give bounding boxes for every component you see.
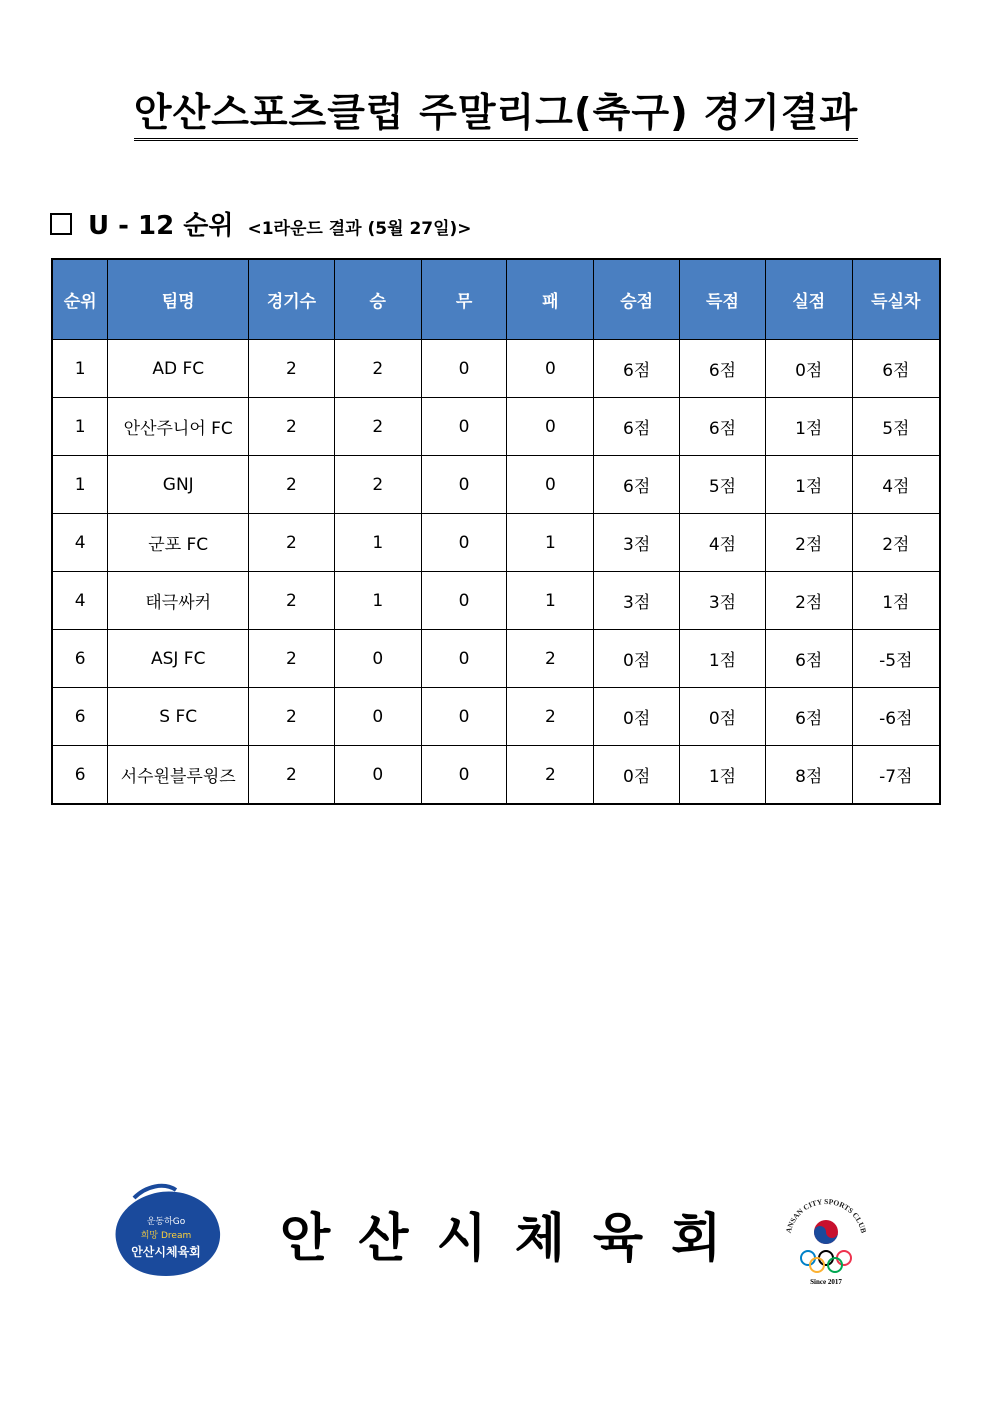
table-cell: 1 <box>52 398 108 456</box>
table-cell: 3점 <box>594 572 680 630</box>
table-cell: 4 <box>52 572 108 630</box>
logo-line2: 희망 Dream <box>140 1231 192 1241</box>
table-cell: 0 <box>421 514 507 572</box>
column-header: 승점 <box>594 259 680 340</box>
table-row <box>52 398 940 456</box>
table-cell: 6점 <box>594 456 680 514</box>
table-row <box>52 630 940 688</box>
table-cell: 0 <box>421 398 507 456</box>
ansan-city-sports-club-emblem <box>776 1188 876 1288</box>
table-cell: 2 <box>334 398 421 456</box>
table-cell: 1점 <box>852 572 940 630</box>
logo-line3: 안산시체육회 <box>131 1245 201 1259</box>
table-cell: 0 <box>421 630 507 688</box>
table-cell: AD FC <box>108 340 249 398</box>
table-cell: 0점 <box>594 746 680 805</box>
table-cell: 2 <box>249 340 335 398</box>
table-cell: 2점 <box>765 514 852 572</box>
table-cell: -6점 <box>852 688 940 746</box>
column-header: 패 <box>507 259 594 340</box>
org-name: 안산시체육회 <box>280 1209 750 1269</box>
table-row <box>52 688 940 746</box>
column-header: 무 <box>421 259 507 340</box>
table-cell: S FC <box>108 688 249 746</box>
table-cell: 6 <box>52 630 108 688</box>
table-cell: 3점 <box>680 572 766 630</box>
table-cell: 6점 <box>594 398 680 456</box>
table-cell: 0점 <box>765 340 852 398</box>
table-cell: 3점 <box>594 514 680 572</box>
table-cell: 0 <box>421 746 507 805</box>
table-cell: 6점 <box>765 630 852 688</box>
table-cell: 6 <box>52 688 108 746</box>
table-cell: 2 <box>249 746 335 805</box>
table-cell: 2 <box>507 688 594 746</box>
table-cell: ASJ FC <box>108 630 249 688</box>
table-cell: GNJ <box>108 456 249 514</box>
table-cell: 0 <box>421 456 507 514</box>
section-heading <box>50 205 472 242</box>
ansan-sports-council-logo <box>106 1180 226 1280</box>
emblem-since: Since 2017 <box>810 1278 842 1286</box>
table-cell: 1점 <box>765 398 852 456</box>
column-header: 순위 <box>52 259 108 340</box>
table-cell: 4점 <box>852 456 940 514</box>
checkbox-square-icon <box>50 213 72 235</box>
column-header: 팀명 <box>108 259 249 340</box>
table-row <box>52 572 940 630</box>
table-cell: 0 <box>421 572 507 630</box>
table-cell: 서수원블루윙즈 <box>108 746 249 805</box>
table-cell: 0 <box>421 688 507 746</box>
table-cell: 1 <box>52 456 108 514</box>
table-row <box>52 746 940 805</box>
table-row <box>52 456 940 514</box>
table-cell: 4점 <box>680 514 766 572</box>
table-cell: 0 <box>507 456 594 514</box>
table-cell: 0점 <box>594 630 680 688</box>
table-cell: 1 <box>507 572 594 630</box>
table-cell: 1점 <box>765 456 852 514</box>
table-cell: 2 <box>249 398 335 456</box>
table-cell: 6점 <box>594 340 680 398</box>
table-cell: 1 <box>334 572 421 630</box>
table-cell: -5점 <box>852 630 940 688</box>
column-header: 득점 <box>680 259 766 340</box>
table-cell: 6점 <box>852 340 940 398</box>
table-cell: 2 <box>507 746 594 805</box>
table-cell: 0 <box>334 688 421 746</box>
table-cell: 2점 <box>765 572 852 630</box>
table-cell: 2 <box>249 456 335 514</box>
column-header: 경기수 <box>249 259 335 340</box>
table-cell: 0 <box>421 340 507 398</box>
emblem-arc-text: ANSAN CITY SPORTS CLUB <box>783 1196 869 1234</box>
table-cell: 0 <box>334 630 421 688</box>
table-cell: 6점 <box>765 688 852 746</box>
column-header: 승 <box>334 259 421 340</box>
table-cell: -7점 <box>852 746 940 805</box>
table-header-row <box>52 259 940 340</box>
table-cell: 1 <box>334 514 421 572</box>
table-cell: 1 <box>52 340 108 398</box>
table-cell: 0 <box>507 340 594 398</box>
table-cell: 2 <box>249 630 335 688</box>
table-cell: 8점 <box>765 746 852 805</box>
table-cell: 1점 <box>680 746 766 805</box>
table-cell: 태극싸커 <box>108 572 249 630</box>
logo-line1: 운동하Go <box>146 1217 186 1227</box>
table-cell: 1 <box>507 514 594 572</box>
table-cell: 2 <box>334 456 421 514</box>
table-cell: 0 <box>507 398 594 456</box>
table-cell: 군포 FC <box>108 514 249 572</box>
table-cell: 5점 <box>852 398 940 456</box>
table-cell: 0 <box>334 746 421 805</box>
table-cell: 2 <box>249 514 335 572</box>
table-cell: 2 <box>249 688 335 746</box>
page-title: 안산스포츠클럽 주말리그(축구) 경기결과 <box>0 82 992 138</box>
column-header: 득실차 <box>852 259 940 340</box>
standings-table <box>51 258 941 805</box>
table-cell: 0점 <box>680 688 766 746</box>
table-row <box>52 340 940 398</box>
table-cell: 2 <box>249 572 335 630</box>
table-cell: 2 <box>507 630 594 688</box>
table-row <box>52 514 940 572</box>
table-cell: 0점 <box>594 688 680 746</box>
section-title: U - 12 순위 <box>88 211 234 241</box>
table-cell: 1점 <box>680 630 766 688</box>
table-cell: 6점 <box>680 340 766 398</box>
table-cell: 6점 <box>680 398 766 456</box>
table-cell: 6 <box>52 746 108 805</box>
table-cell: 4 <box>52 514 108 572</box>
table-cell: 2 <box>334 340 421 398</box>
table-cell: 2점 <box>852 514 940 572</box>
section-subtitle: <1라운드 결과 (5월 27일)> <box>247 219 472 239</box>
table-cell: 5점 <box>680 456 766 514</box>
column-header: 실점 <box>765 259 852 340</box>
table-cell: 안산주니어 FC <box>108 398 249 456</box>
